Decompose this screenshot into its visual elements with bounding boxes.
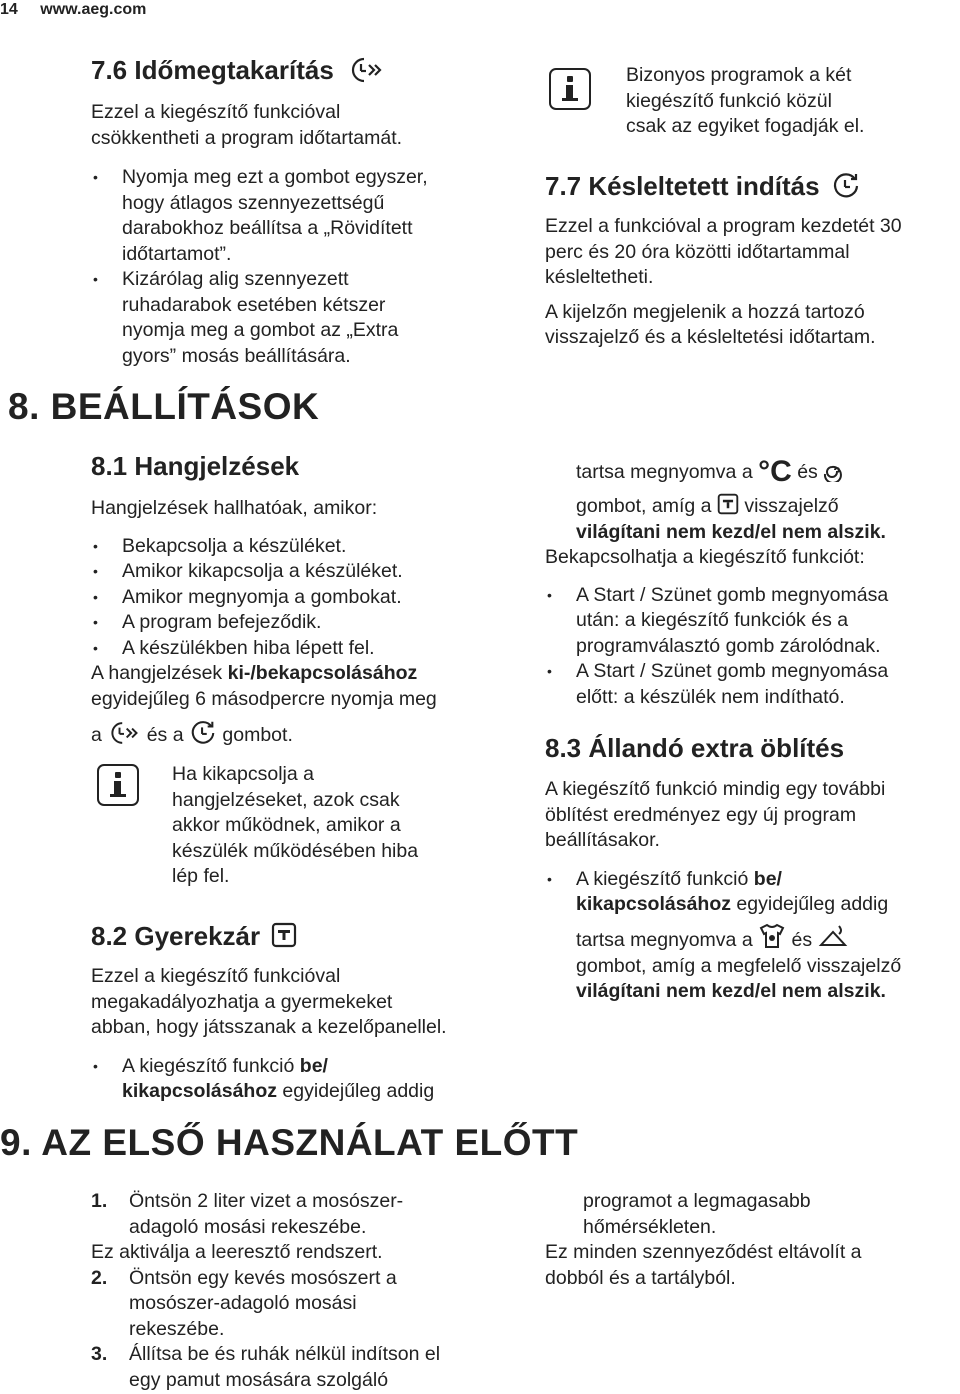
time-save-icon: [347, 56, 385, 84]
list-item: • Amikor megnyomja a gombokat.: [91, 585, 531, 611]
step-item: 1. Öntsön 2 liter vizet a mosószer- adagoló mosási rekeszébe.: [91, 1190, 404, 1238]
step-note: Ez aktiválja a leeresztő rendszert.: [91, 1241, 383, 1263]
list-item: • A Start / Szünet gomb megnyomása előtt: a készülék nem indítható.: [545, 659, 960, 710]
spin-icon: [823, 458, 847, 482]
section-title: 7.7 Késleltetett indítás: [545, 170, 960, 202]
section-paragraph: Bekapcsolhatja a kiegészítő funkciót:: [545, 546, 865, 568]
temperature-icon: °C: [758, 455, 792, 488]
section-intro: Hangjelzések hallhatóak, amikor:: [91, 497, 378, 519]
section-title: 8.1 Hangjelzések: [91, 451, 300, 481]
section-8-2-continued: [545, 456, 960, 710]
section-paragraph: tartsa megnyomva a °C és: [545, 456, 960, 488]
step-list: [91, 1189, 521, 1240]
bullet-list: [91, 1054, 531, 1105]
section-title: 8.2 Gyerekzár: [91, 920, 531, 952]
first-use-steps: [91, 1189, 521, 1393]
step-note: Ez minden szennyeződést eltávolít a dobból és a tartályból.: [545, 1241, 862, 1289]
chapter-title: 8. BEÁLLÍTÁSOK: [8, 386, 320, 427]
info-icon: [97, 764, 139, 806]
section-intro: Ezzel a funkcióval a program kezdetét 30 perc és 20 óra közötti időtartammal késleltetheti.: [545, 215, 902, 288]
section-title: 8.3 Állandó extra öblítés: [545, 733, 845, 763]
bullet-list: [545, 867, 960, 1005]
list-item: • A program befejeződik.: [91, 610, 531, 636]
delay-start-icon: [189, 719, 217, 747]
section-paragraph: A kijelzőn megjelenik a hozzá tartozó visszajelző és a késleltetési időtartam.: [545, 300, 876, 348]
section-8-1: [91, 450, 531, 750]
list-item: • A kiegészítő funkció be/ kikapcsolásához egyidejűleg addig tartsa megnyomva a és gombot, amíg a megfelelő visszajelző világítani nem kezd/el nem alszik.: [545, 867, 960, 1005]
list-item: • A Start / Szünet gomb megnyomása után: a kiegészítő funkciók és a programválasztó gomb zárolódnak.: [545, 583, 960, 660]
section-intro: Ezzel a kiegészítő funkcióval csökkentheti a program időtartamát.: [91, 101, 403, 149]
delay-start-icon: [831, 171, 861, 201]
page-header: [0, 0, 146, 20]
child-lock-icon: [271, 922, 297, 948]
page-number: 14: [0, 1, 18, 18]
list-item: • Kizárólag alig szennyezett ruhadarabok esetében kétszer nyomja meg a gombot az „Extra gyors” mosás beállítására.: [91, 267, 521, 369]
section-8-2: [91, 920, 531, 1105]
section-intro: Ezzel a kiegészítő funkcióval megakadályozhatja a gyermekeket abban, hogy játsszanak a kezelőpanellel.: [91, 965, 447, 1038]
section-title: 7.6 Időmegtakarítás: [91, 54, 521, 86]
child-lock-icon: [717, 493, 739, 515]
step-list: [91, 1266, 521, 1394]
step-item: 3. Állítsa be és ruhák nélkül indítson el egy pamut mosására szolgáló: [91, 1343, 441, 1391]
list-item: • A készülékben hiba lépett fel.: [91, 636, 531, 662]
section-paragraph: a és a gombot.: [91, 720, 531, 750]
step-item: 2. Öntsön egy kevés mosószert a mosószer-adagoló mosási rekeszébe.: [91, 1266, 397, 1340]
bullet-list: [91, 165, 521, 369]
bullet-list: [91, 534, 531, 662]
step-continuation: programot a legmagasabb hőmérsékleten.: [583, 1190, 811, 1238]
section-7-7: [545, 170, 960, 351]
list-item: • Nyomja meg ezt a gombot egyszer, hogy átlagos szennyezettségű darabokhoz beállítsa a „Rövidített időtartamot”.: [91, 165, 521, 267]
first-use-continued: [545, 1189, 960, 1291]
info-note: Bizonyos programok a két kiegészítő funkció közül csak az egyiket fogadják el.: [626, 64, 865, 137]
list-item: • Amikor kikapcsolja a készüléket.: [91, 559, 531, 585]
section-intro: A kiegészítő funkció mindig egy további öblítést eredményez egy új program beállításakor.: [545, 778, 886, 851]
info-note: Ha kikapcsolja a hangjelzéseket, azok csak akkor működnek, amikor a készülék működésében hiba lép fel.: [172, 763, 419, 887]
section-paragraph: A hangjelzések ki-/bekapcsolásához egyidejűleg 6 másodpercre nyomja meg: [91, 662, 437, 710]
list-item: • Bekapcsolja a készüléket.: [91, 534, 531, 560]
section-paragraph: gombot, amíg a visszajelző világítani nem kezd/el nem alszik.: [545, 494, 960, 545]
rinse-icon: [818, 923, 848, 949]
section-8-3: [545, 732, 960, 1005]
section-7-6: [91, 54, 521, 369]
chapter-title: 9. AZ ELSŐ HASZNÁLAT ELŐTT: [0, 1122, 579, 1163]
time-save-icon: [107, 720, 141, 746]
website-link[interactable]: www.aeg.com: [40, 1, 147, 18]
info-icon: [549, 68, 591, 110]
bullet-list: [545, 583, 960, 711]
list-item: • A kiegészítő funkció be/ kikapcsolásához egyidejűleg addig: [91, 1054, 531, 1105]
stain-icon: [758, 923, 786, 949]
